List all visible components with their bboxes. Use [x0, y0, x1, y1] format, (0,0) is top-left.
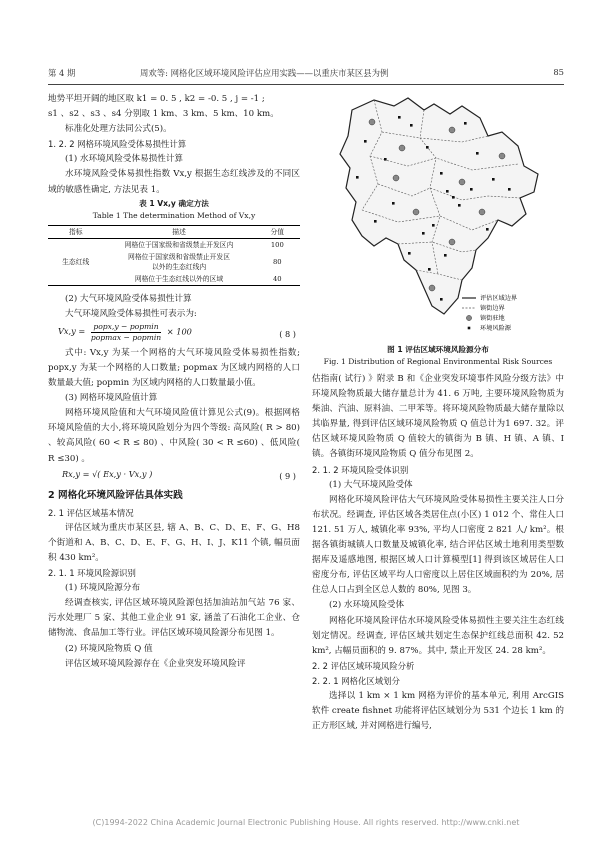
table-header-row: [48, 225, 300, 238]
section-heading: 2. 1 评估区域基本情况: [48, 507, 134, 518]
paragraph: 网格化环境风险评估水环境风险受体易损性主要关注生态红线划定情况。经调查, 评估区域共划定生态保护红线总面积 42. 52 km², 占幅员面积的 9. 87%。其中, 禁止开发区 24. 28 km²。: [312, 615, 564, 656]
formula-8: [48, 322, 300, 346]
paragraph: 经调查核实, 评估区域环境风险源包括加油站加气站 76 家、污水处理厂 5 家、其他工业企业 91 家, 涵盖了石油化工企业、仓储物流、食品加工等行业。评估区域环境风险源分布见图 1。: [48, 598, 300, 639]
risk-source-icon: [392, 202, 395, 205]
table-header-cell: 分值: [255, 225, 300, 238]
issue-label: 第 4 期: [48, 68, 76, 78]
town-seat-icon: [429, 285, 435, 291]
table-1: [48, 198, 300, 286]
subheading: (1) 水环境风险受体易损性计算: [65, 154, 184, 165]
table-title-en: Table 1 The determination Method of Vx,y: [92, 210, 256, 220]
legend-label: 镇街驻地: [480, 315, 505, 322]
paragraph: s1 、s2 、s3 、s4 分别取 1 km、3 km、5 km、10 km。: [48, 109, 279, 120]
section-heading: 2. 2 评估区域环境风险分析: [312, 660, 415, 671]
table-cell: 网格位于国家级和省级禁止开发区 以外的生态红线内: [128, 252, 230, 271]
risk-source-icon: [374, 220, 377, 223]
legend-label: 镇街边界: [480, 305, 505, 312]
subheading: (2) 大气环境风险受体易损性计算: [65, 293, 192, 304]
risk-source-icon: [458, 204, 461, 207]
figure-title: 图 1 评估区域环境风险源分布: [387, 345, 489, 354]
legend-town-seat-symbol: [466, 315, 471, 320]
subheading: (2) 水环境风险受体: [329, 600, 405, 611]
section-heading: 2 网格化环境风险评估具体实践: [48, 489, 183, 501]
town-seat-icon: [393, 175, 399, 181]
risk-source-icon: [432, 224, 435, 227]
subheading: (3) 网格环境风险值计算: [65, 393, 158, 404]
paragraph: 评估区域为重庆市某区县, 辖 A、B、C、D、E、F、G、H8 个街道和 A、B、C、D、E、F、G、H、I、J、K11 个镇, 幅员面积 430 km²。: [48, 522, 300, 563]
risk-source-icon: [398, 116, 401, 119]
town-seat-icon: [479, 209, 485, 215]
copyright-footer: (C)1994-2022 China Academic Journal Electronic Publishing House. All rights reserved. http://www.cnki.net: [92, 818, 520, 827]
town-seat-icon: [459, 179, 465, 185]
running-header: [48, 67, 564, 81]
formula-number: ( 8 ): [279, 328, 296, 339]
map-legend: [462, 294, 517, 332]
risk-source-icon: [444, 254, 447, 257]
risk-source-icon: [464, 122, 467, 125]
town-seat-icon: [399, 145, 405, 151]
risk-source-icon: [470, 188, 473, 191]
paragraph: 评估区域环境风险源存在《企业突发环境风险评: [65, 658, 246, 669]
risk-source-map: [312, 92, 564, 342]
legend-risk-source-symbol: [468, 327, 471, 330]
table-cell: 网格位于生态红线以外的区域: [103, 273, 254, 286]
paragraph: 网格环境风险值和大气环境风险值计算见公式(9)。根据网格环境风险值的大小,将环境风险划分为四个等级: 高风险( R > 80) 、较高风险( 60 < R ≤ 80) 、中风险( 30 < R ≤60) 、低风险( R ≤30) 。: [48, 408, 300, 464]
table-row: [48, 238, 300, 251]
table-cell: 网格位于国家级和省级禁止开发区内: [124, 240, 234, 249]
risk-source-icon: [508, 188, 511, 191]
town-seat-icon: [449, 127, 455, 133]
risk-source-icon: [364, 140, 367, 143]
risk-source-icon: [428, 268, 431, 271]
formula-fraction: [91, 322, 161, 343]
table-cell: 80: [272, 257, 282, 266]
table-header-cell: 描述: [103, 225, 254, 238]
paragraph: 大气环境风险受体易损性可表示为:: [65, 308, 197, 319]
legend-label: 环境风险源: [480, 325, 511, 332]
risk-source-icon: [426, 146, 429, 149]
page-number: 85: [553, 67, 564, 77]
section-heading: 2. 1. 1 环境风险源识别: [48, 568, 136, 579]
risk-source-icon: [440, 172, 443, 175]
figure-title-en: Fig. 1 Distribution of Regional Environmental Risk Sources: [323, 357, 553, 366]
subheading: (1) 大气环境风险受体: [329, 479, 413, 490]
table-group-label: 生态红线: [48, 238, 103, 285]
paragraph: 式中: Vx,y 为某一个网格的大气环境风险受体易损性指数; popx,y 为某一个网格的人口数量; popmax 为区域内网格的人口数量最大值; popmin 为区域内网格的人口数量最小值。: [48, 347, 300, 389]
risk-source-icon: [440, 298, 443, 301]
table-cell: 100: [270, 240, 284, 249]
risk-source-icon: [410, 124, 413, 127]
paragraph: 估指南( 试行) 》附录 B 和《企业突发环境事件风险分级方法》中环境风险物质最大储存量总计为 41. 6 万吨, 主要环境风险物质为柴油、汽油、原料油、二甲苯等。将环境风险物质最大储存量除以其临界量, 得到评估区域环境风险物质 Q 值总计为1 697. 32。评估区域环境风险物质 Q 值较大的镇街为 B 镇、H 镇、A 镇、I 镇。各镇街环境风险物质 Q 值分布见图 2。: [312, 374, 564, 460]
table-title: 表 1 Vx,y 确定方法: [139, 198, 209, 208]
paragraph: 水环境风险受体易损性指数 Vx,y 根据生态红线涉及的不同区域的敏感性确定, 方法见表 1。: [48, 169, 300, 195]
town-seat-icon: [499, 153, 505, 159]
subheading: (1) 环境风险源分布: [65, 583, 141, 594]
section-heading: 2. 2. 1 网格化区域划分: [312, 675, 400, 686]
risk-source-icon: [356, 176, 359, 179]
formula-numerator: popx,y − popmin: [91, 322, 161, 333]
subheading: (2) 环境风险物质 Q 值: [65, 643, 153, 654]
risk-source-icon: [486, 228, 489, 231]
town-seat-icon: [413, 209, 419, 215]
figure-1-map: [312, 92, 564, 342]
section-heading: 1. 2. 2 网格环境风险受体易损性计算: [48, 139, 187, 150]
right-column: [312, 92, 564, 734]
formula-body: Rx,y = √( Ex,y · Vx,y ): [62, 468, 153, 479]
paragraph: 地势平坦开阔的地区取 k1 = 0. 5 , k2 = -0. 5 , j = -1 ;: [48, 94, 265, 104]
formula-lhs: Vx,y =: [58, 326, 86, 337]
risk-source-icon: [492, 178, 495, 181]
risk-source-icon: [408, 252, 411, 255]
risk-source-icon: [422, 232, 425, 235]
running-title: 周欢等: 网格化区域环境风险评估应用实践——以重庆市某区县为例: [140, 68, 389, 78]
paragraph: 网格化环境风险评估大气环境风险受体易损性主要关注人口分布状况。经调查, 评估区域各类居住点(小区) 1 012 个、常住人口 121. 51 万人, 城镇化率 93%, 平均人口密度 2 821 人/ km²。根据各镇街城镇人口数量及城镇化率, 结合评估区域土地利用类型数据库及遥感地图, 根据区域人口计算模型[1] 得到该区域居住人口密度分布, 评估区域平均人口密度以上居住区域面积约为 20%, 居住总人口占到全区总人数的 80%, 见图 3。: [312, 494, 564, 596]
header-rule: [48, 84, 564, 85]
section-heading: 2. 1. 2 环境风险受体识别: [312, 464, 409, 475]
town-seat-icon: [369, 119, 375, 125]
table-header-cell: 指标: [48, 225, 103, 238]
table-1-body: [48, 225, 300, 286]
formula-tail: × 100: [166, 326, 192, 337]
formula-number: ( 9 ): [279, 470, 296, 481]
legend-label: 评估区域边界: [480, 295, 518, 302]
paragraph: 选择以 1 km × 1 km 网格为评价的基本单元, 利用 ArcGIS 软件 create fishnet 功能将评估区域划分为 531 个边长 1 km 的正方形区域, 并对网格进行编号,: [312, 690, 565, 732]
risk-source-icon: [476, 152, 479, 155]
region-boundary: [340, 98, 538, 314]
risk-source-icon: [446, 190, 449, 193]
formula-denominator: popmax − popmin: [90, 332, 162, 342]
risk-source-icon: [452, 196, 455, 199]
table-cell: 40: [255, 273, 300, 286]
left-column: [48, 92, 300, 672]
formula-9: [48, 467, 300, 485]
risk-source-icon: [384, 158, 387, 161]
paragraph: 标准化处理方法同公式(5)。: [65, 124, 172, 135]
town-seat-icon: [449, 239, 455, 245]
